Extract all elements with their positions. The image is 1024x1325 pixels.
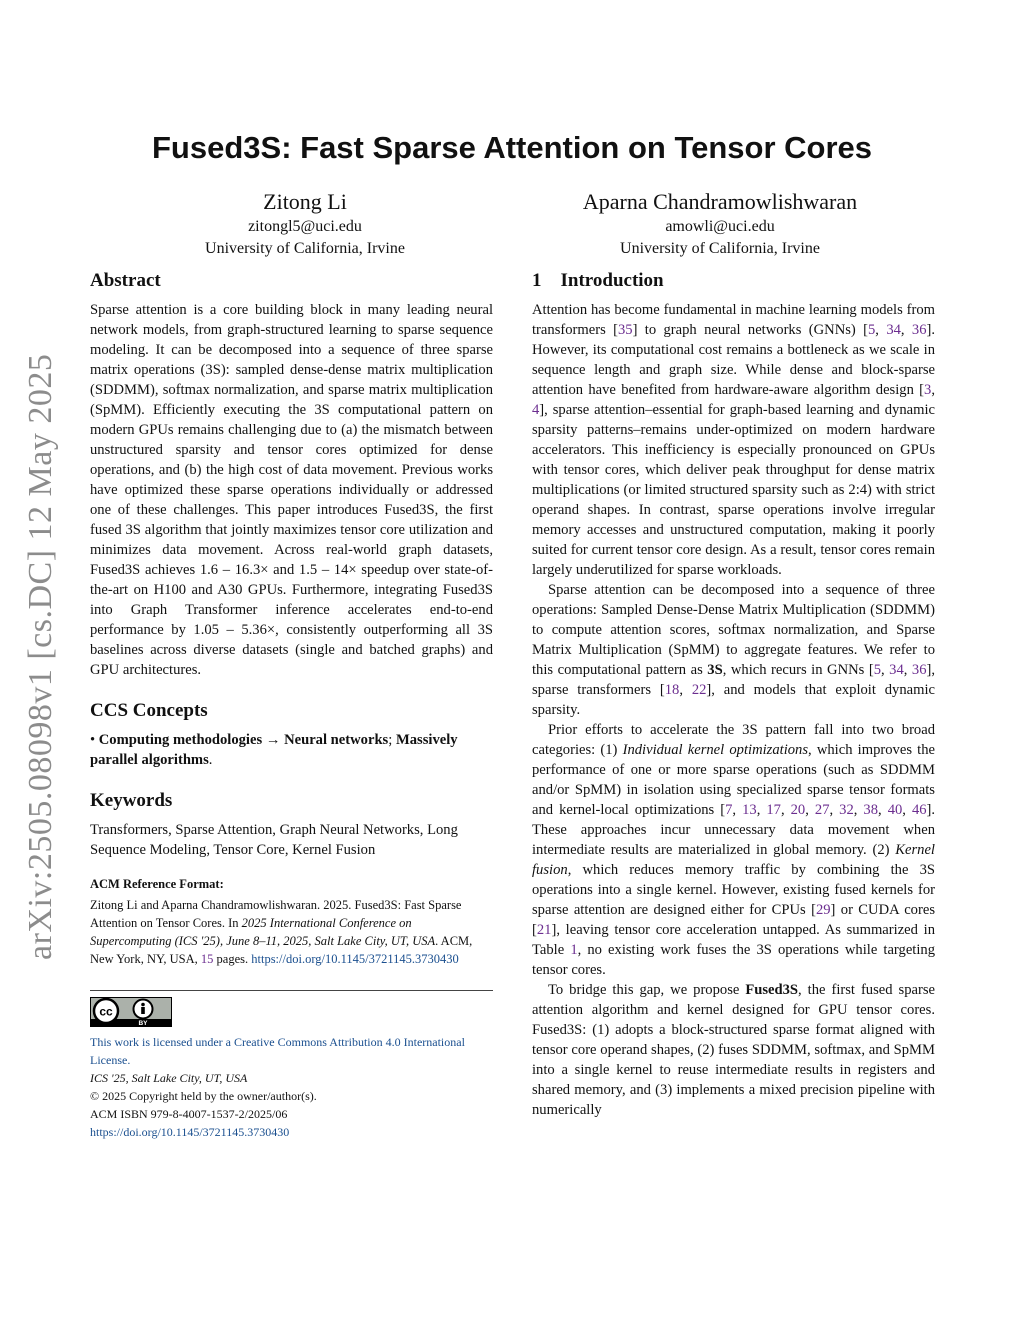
author-email: zitongl5@uci.edu [248,218,362,235]
citation-link[interactable]: 36 [911,322,927,338]
citation-link[interactable]: 17 [766,802,781,818]
text: ], and models that exploit dynamic sparsity. [532,682,935,718]
citation-link[interactable]: 34 [889,662,904,678]
ref-venue: 2025 International Conference on Supercomputing (ICS '25), June 8–11, 2025, Salt Lake City, UT, USA [90,916,436,948]
ccs-sub-concept: Neural networks [284,732,389,748]
doi-link[interactable]: https://doi.org/10.1145/3721145.3730430 [90,1125,290,1139]
acm-reference-heading: ACM Reference Format: [90,877,224,891]
citation-link[interactable]: 18 [664,682,680,698]
citation-link[interactable]: 20 [790,802,806,818]
text: , which recurs in GNNs [ [722,662,874,678]
text: ] to graph neural networks (GNNs) [ [632,322,868,338]
citation-link[interactable]: 13 [742,802,757,818]
term-3s: 3S [707,662,723,678]
author-name: Aparna Chandramowlishwaran [582,189,858,214]
paper-title: Fused3S: Fast Sparse Attention on Tensor Cores [151,130,872,165]
citation-link[interactable]: 21 [536,922,552,938]
ccs-sub-concept: Massively parallel algorithms [90,732,458,768]
citation-link[interactable]: 5 [868,322,876,338]
ccs-concepts [90,730,493,770]
citation-link[interactable]: 40 [887,802,903,818]
citation-link[interactable]: 22 [691,682,707,698]
text: Attention has become fundamental in machine learning models from transformers [ [532,302,935,338]
text: , which reduces memory traffic by combining the 3S operations into a single kernel. However, existing fused kernels for sparse attention are designed either for CPUs [ [532,862,935,918]
venue-line: ICS '25, Salt Lake City, UT, USA [90,1071,248,1085]
abstract-text: Sparse attention is a core building block in many leading neural network models, from graph-structured learning to sparse sequence modeling. It can be decomposed into a sequence of three sparse matrix operations (3S): sampled dense-dense matrix multiplication (SDDMM), softmax normalization, and sparse matrix multiplication (SpMM). Efficiently executing the 3S computational pattern on modern GPUs remains challenging due to (a) the mismatch between unstructured sparsity and tensor cores optimized for dense operations, and (b) the high cost of data movement. Previous works have optimized these sparse operations individually or addressed one of these challenges. This paper introduces Fused3S, the first fused 3S algorithm that jointly maximizes tensor core utilization and minimizes data movement. Across real-world graph datasets, Fused3S achieves 1.6 – 16.3× and 1.5 – 14× speedup over state-of-the-art on H100 and A30 GPUs. Furthermore, integrating Fused3S into Graph Transformer inference accelerates end-to-end performance by 1.05 – 5.36×, consistently outperforming all 3S baselines across diverse datasets (single and batched graphs) and GPU architectures. [90,302,493,678]
divider [90,990,493,991]
text: Prior efforts to accelerate the 3S pattern fall into two broad categories: (1) [532,722,935,758]
right-column [532,268,935,1120]
citation-link[interactable]: 5 [873,662,881,678]
text: , [900,322,912,338]
text: , [679,682,692,698]
text: ], leaving tensor core acceleration untapped. As summarized in Table [532,922,935,958]
text: ] or CUDA cores [ [532,902,935,938]
intro-paragraph: Prior efforts to accelerate the 3S pattern fall into two broad categories: (1) Individual kernel optimizations, which improves the performance of one or more sparse operations (such as SDDMM and/or SpMM) in isolation using specialized sparse tensor formats and kernel-local optimizations [7, 13, 17, 20, 27, 32, 38, 40, 46]. These approaches incur unnecessary data movement when intermediate results are materialized in global memory. (2) Kernel fusion, which reduces memory traffic by combining the 3S operations into a single kernel. However, existing fused kernels for sparse attention are designed either for CPUs [29] or CUDA cores [21], leaving tensor core acceleration untapped. As summarized in Table 1, no existing work fuses the 3S operations while targeting tensor cores. [532,722,936,978]
text: ]. However, its computational cost remains a bottleneck as we scale in sequence length and graph size. While dense and block-sparse attention have benefited from hardware-aware algorithm design [ [532,322,936,398]
citation-link[interactable]: 4 [532,402,540,418]
abstract-heading: Abstract [90,270,161,291]
citation-link[interactable]: 32 [839,802,854,818]
author-affiliation: University of California, Irvine [620,240,820,257]
text: , [881,662,890,678]
ccs-heading: CCS Concepts [90,700,208,721]
author-name: Zitong Li [263,189,347,214]
citation-link[interactable]: 29 [815,902,831,918]
text: ], sparse transformers [ [532,662,936,698]
acm-reference-text [90,896,493,968]
keywords-heading: Keywords [90,790,173,811]
cc-label: cc [99,1004,113,1019]
citation-link[interactable]: 38 [863,802,879,818]
period: . [208,752,213,768]
copyright-line: © 2025 Copyright held by the owner/author(s). [90,1089,317,1103]
ref-text: pages. [213,952,252,966]
emphasis: Individual kernel optimizations [622,742,809,758]
license-link[interactable]: This work is licensed under a Creative Commons Attribution 4.0 International License. [90,1035,465,1067]
author-block [540,188,900,260]
ref-text: Zitong Li and Aparna Chandramowlishwaran. 2025. Fused3S: Fast Sparse Attention on Tensor Cores. In [90,898,462,930]
author-affiliation: University of California, Irvine [205,240,405,257]
table-link[interactable]: 1 [570,942,578,958]
intro-paragraph [532,580,935,720]
term-fused3s: Fused3S [745,982,799,998]
author-block [150,188,460,260]
citation-link[interactable]: 27 [814,802,830,818]
left-column [90,268,493,1141]
citation-link[interactable]: 3 [924,382,932,398]
cc-by-license-icon[interactable] [90,997,172,1027]
by-label: BY [138,1020,148,1027]
text: , no existing work fuses the 3S operations while targeting tensor cores. [532,942,935,978]
pages-link[interactable]: 15 [200,952,214,966]
citation-link[interactable]: 36 [911,662,927,678]
doi-link[interactable]: https://doi.org/10.1145/3721145.3730430 [251,952,459,966]
keywords-text: Transformers, Sparse Attention, Graph Neural Networks, Long Sequence Modeling, Tensor Core, Kernel Fusion [90,822,458,858]
citation-link[interactable]: 7 [725,802,733,818]
text: To bridge this gap, we propose [548,982,746,998]
citation-link[interactable]: 35 [617,322,633,338]
arrow-icon: → [265,732,281,748]
emphasis: Kernel fusion [532,842,935,878]
arxiv-identifier: arXiv:2505.08098v1 [cs.DC] 12 May 2025 [22,353,59,960]
license-block [90,1033,493,1141]
ccs-concept: Computing methodologies [98,732,263,748]
intro-paragraph [532,300,935,580]
intro-paragraph [532,980,935,1120]
text: Sparse attention can be decomposed into a sequence of three operations: Sampled Dense-Dense Matrix Multiplication (SDDMM) to compute attention scores, softmax normalization, and Sparse Matrix Multiplication (SpMM) to aggregate features. We refer to this computational pattern as [532,582,935,678]
ref-text: . ACM, New York, NY, USA, [90,934,473,966]
bullet: • [90,732,96,748]
text: , [903,662,912,678]
text: , which improves the performance of one or more sparse operations (such as SDDMM and/or SpMM) in isolation using specialized sparse tensor formats and kernel-local optimizations [ [532,742,935,818]
text: , the first fused sparse attention algorithm and kernel designed for GPU tensor cores. Fused3S: (1) adopts a block-structured sparse format aligned with tensor core operand shapes, (2) fuses SDDMM, softmax, and SpMM into a single kernel to reuse intermediate results in registers and shared memory, and (3) implements a mixed precision pipeline with numerically [532,982,935,1118]
author-email: amowli@uci.edu [665,218,775,235]
text: ]. These approaches incur unnecessary data movement when intermediate results are materialized in global memory. (2) [532,802,936,858]
text: , [875,322,887,338]
text: ], sparse attention–essential for graph-based learning and dynamic sparsity patterns–remains under-optimized on modern hardware accelerators. This inefficiency is especially pronounced on GPUs with tensor cores, which deliver peak throughput for dense matrix multiplications (or limited structured sparsity such as 2:4) with strict operand shapes. In contrast, sparse operations involve irregular memory accesses and unstructured computation, making it poorly suited for current tensor core design. As a result, tensor cores remain largely underutilized for sparse workloads. [532,402,935,578]
section-heading-introduction: 1 Introduction [532,270,664,291]
citation-link[interactable]: 46 [911,802,927,818]
isbn-line: ACM ISBN 979-8-4007-1537-2/2025/06 [90,1107,288,1121]
text: , [931,382,935,398]
separator: ; [388,732,393,748]
citation-link[interactable]: 34 [886,322,901,338]
